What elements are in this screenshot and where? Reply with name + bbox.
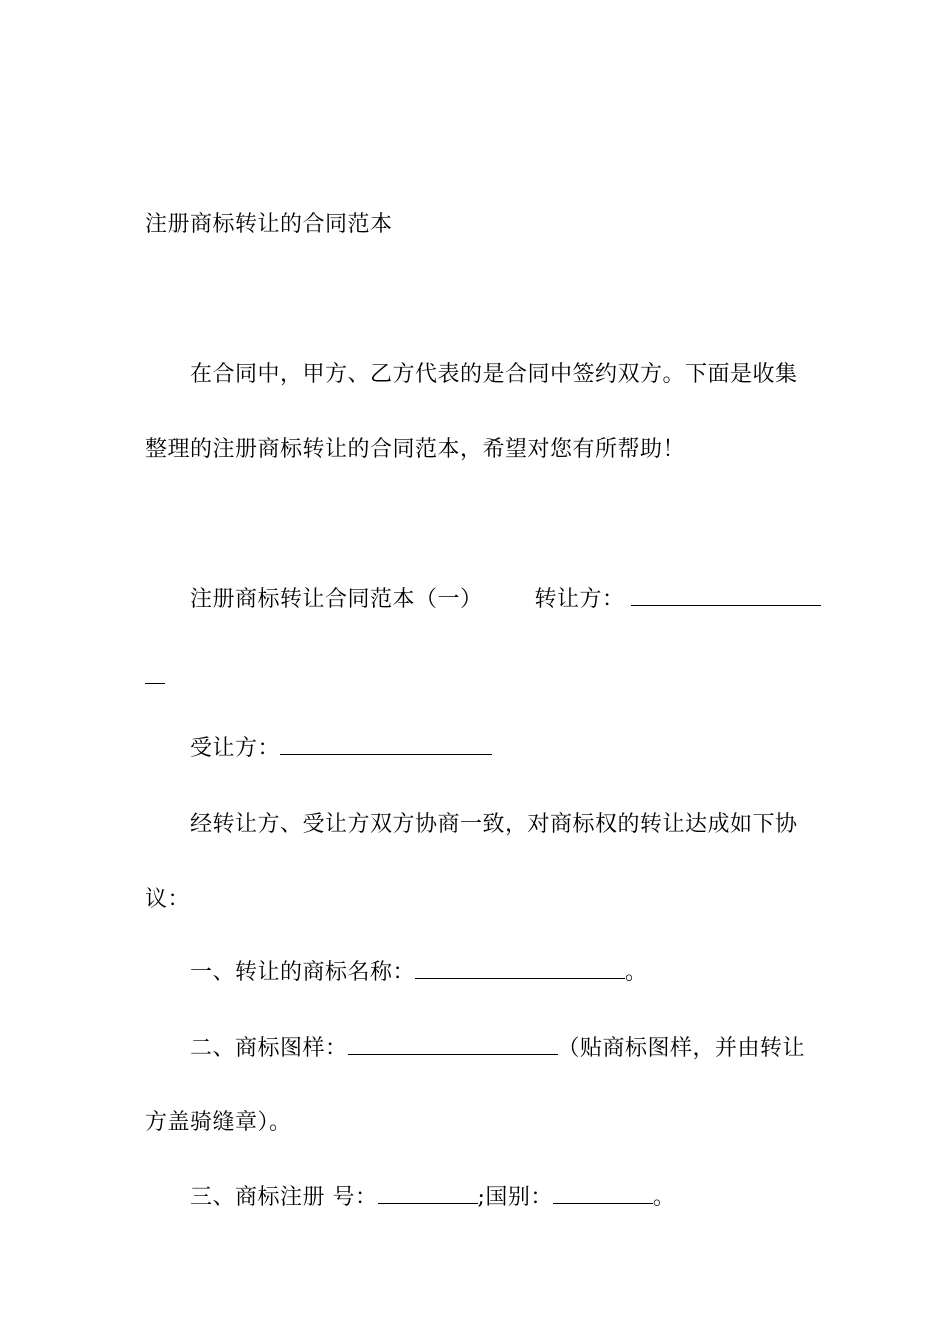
registration-number-blank[interactable] (378, 1183, 478, 1204)
clause-2-row (190, 1034, 805, 1064)
country-blank[interactable] (553, 1183, 653, 1204)
clause-3-row (190, 1183, 675, 1213)
clause-2-line-2: 方盖骑缝章）。 (145, 1110, 292, 1135)
section-heading: 注册商标转让合同范本（一） (190, 587, 483, 612)
transferee-blank[interactable] (280, 734, 492, 755)
clause-3-end: 。 (652, 1185, 676, 1210)
agreement-line-2: 议： (145, 887, 191, 912)
intro-paragraph-line-1: 在合同中，甲方、乙方代表的是合同中签约双方。下面是收集 (190, 362, 798, 387)
transferor-blank-continuation (145, 683, 165, 684)
transferee-label: 受让方： (190, 736, 281, 761)
clause-2-label: 二、商标图样： (190, 1036, 348, 1061)
document-title: 注册商标转让的合同范本 (145, 212, 393, 237)
agreement-line-1: 经转让方、受让方双方协商一致，对商标权的转让达成如下协 (190, 812, 798, 837)
trademark-image-blank[interactable] (348, 1034, 558, 1055)
transferor-label: 转让方： (534, 587, 625, 612)
transferee-row (190, 734, 492, 764)
clause-1-label: 一、转让的商标名称： (190, 960, 416, 985)
clause-2-note: （贴商标图样，并由转让 (557, 1036, 806, 1061)
trademark-name-blank[interactable] (415, 958, 625, 979)
clause-3-label: 三、商标注册 号： (190, 1185, 378, 1210)
section-heading-row (190, 585, 821, 615)
clause-1-end: 。 (625, 960, 648, 985)
clause-3-separator: ;国别： (477, 1185, 553, 1210)
intro-paragraph-line-2: 整理的注册商标转让的合同范本，希望对您有所帮助！ (145, 437, 686, 462)
clause-1-row (190, 958, 648, 988)
transferor-blank[interactable] (631, 585, 821, 606)
